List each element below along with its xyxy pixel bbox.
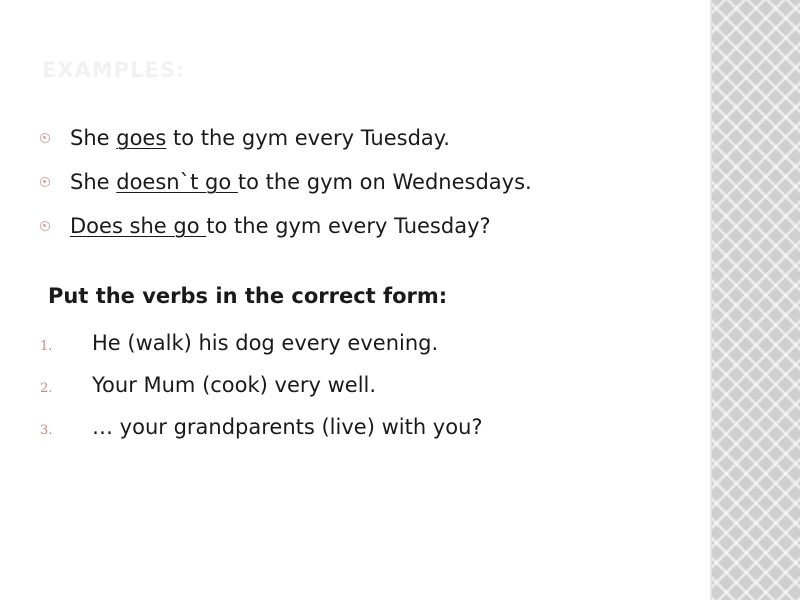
task-text: … your grandparents (live) with you? bbox=[92, 415, 483, 439]
task-text: Your Mum (cook) very well. bbox=[92, 373, 377, 397]
example-text-post: to the gym on Wednesdays. bbox=[237, 170, 532, 194]
example-text bbox=[70, 211, 491, 241]
task-item bbox=[40, 364, 700, 406]
example-text-post: to the gym every Tuesday? bbox=[206, 214, 491, 238]
task-item bbox=[40, 322, 700, 364]
example-text bbox=[70, 167, 532, 197]
example-text-pre: She bbox=[70, 126, 117, 150]
task-number: 1. bbox=[40, 339, 53, 354]
task-item bbox=[40, 406, 700, 448]
example-item bbox=[40, 117, 700, 161]
task-number: 2. bbox=[40, 381, 53, 396]
task-heading: Put the verbs in the correct form: bbox=[48, 284, 448, 308]
decorative-side-strip bbox=[712, 0, 800, 600]
bullet-icon bbox=[40, 133, 50, 143]
examples-list bbox=[40, 117, 700, 249]
example-text-post: to the gym every Tuesday. bbox=[166, 126, 450, 150]
example-item bbox=[40, 161, 700, 205]
example-verb-underlined: Does she go bbox=[70, 214, 207, 238]
bullet-icon bbox=[40, 177, 50, 187]
task-text: He (walk) his dog every evening. bbox=[92, 331, 439, 355]
example-text bbox=[70, 123, 450, 153]
slide-title: EXAMPLES: bbox=[42, 58, 186, 82]
example-item bbox=[40, 205, 700, 249]
example-verb-underlined: doesn`t go bbox=[116, 170, 238, 194]
example-verb-underlined: goes bbox=[116, 126, 167, 150]
bullet-icon bbox=[40, 221, 50, 231]
example-text-pre: She bbox=[70, 170, 117, 194]
task-list bbox=[40, 322, 700, 448]
task-number: 3. bbox=[40, 423, 53, 438]
